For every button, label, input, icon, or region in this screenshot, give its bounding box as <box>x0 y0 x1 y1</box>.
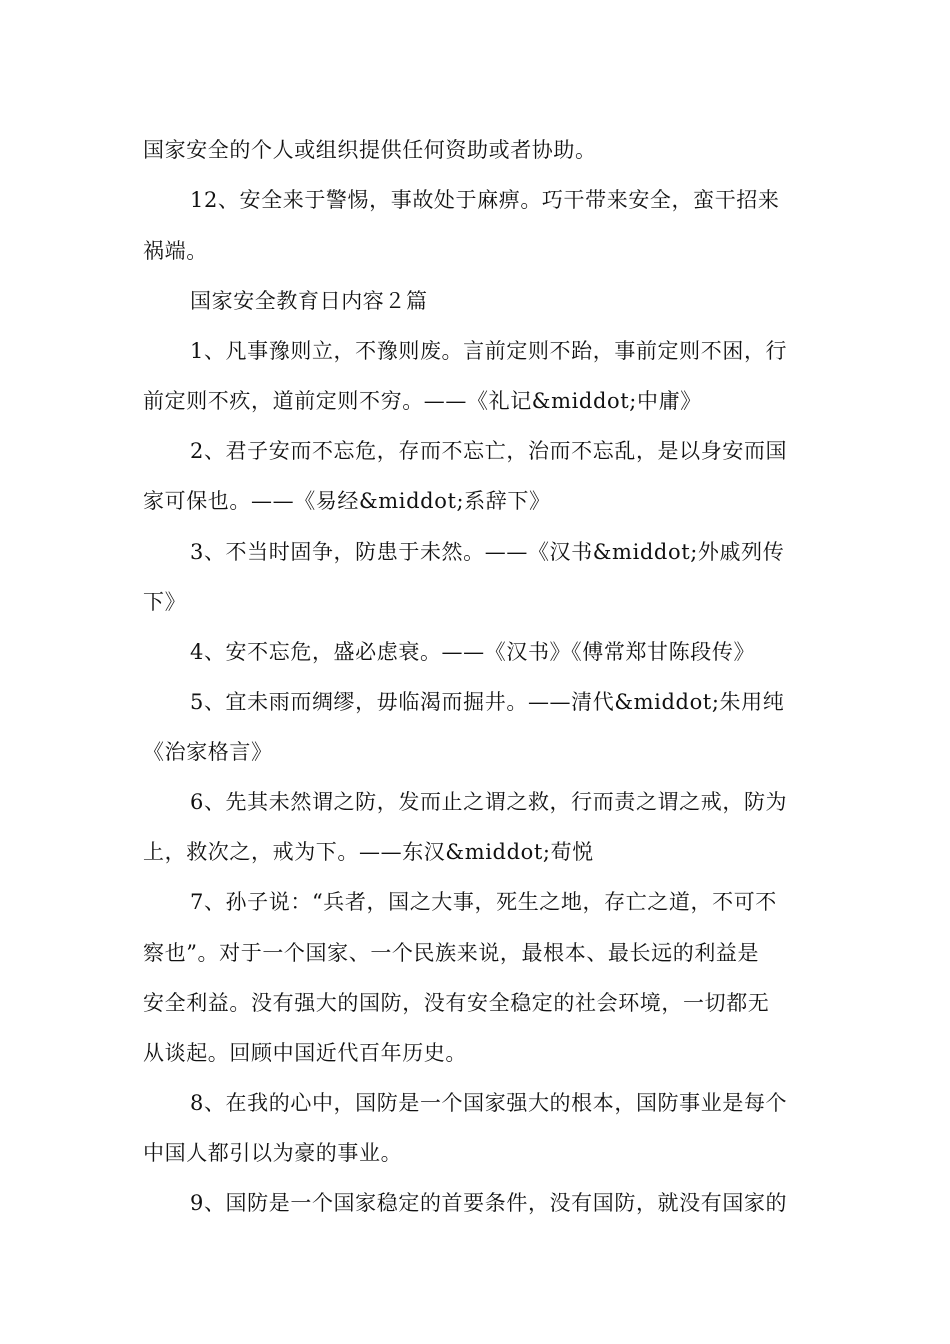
text-line: 9、国防是一个国家稳定的首要条件，没有国防，就没有国家的 <box>190 1191 788 1215</box>
text-line: 3、不当时固争，防患于未然。——《汉书&middot;外戚列传 <box>190 540 785 564</box>
text-line: 2、君子安而不忘危，存而不忘亡，治而不忘乱，是以身安而国 <box>190 439 788 463</box>
text-line: 察也”。对于一个国家、一个民族来说，最根本、最长远的利益是 <box>143 941 760 965</box>
text-line: 7、孙子说：“兵者，国之大事，死生之地，存亡之道，不可不 <box>190 890 777 914</box>
text-line: 1、凡事豫则立，不豫则废。言前定则不跆，事前定则不困，行 <box>190 339 788 363</box>
text-line: 5、宜未雨而绸缪，毋临渴而掘井。——清代&middot;朱用纯 <box>190 690 785 714</box>
text-line: 6、先其未然谓之防，发而止之谓之救，行而责之谓之戒，防为 <box>190 790 788 814</box>
text-line: 前定则不疚，道前定则不穷。——《礼记&middot;中庸》 <box>143 389 702 413</box>
text-line: 12、安全来于警惕，事故处于麻痹。巧干带来安全，蛮干招来 <box>190 188 780 212</box>
text-line: 从谈起。回顾中国近代百年历史。 <box>143 1041 467 1065</box>
text-line: 家可保也。——《易经&middot;系辞下》 <box>143 489 551 513</box>
text-line: 中国人都引以为豪的事业。 <box>143 1141 403 1165</box>
text-line: 国家安全的个人或组织提供任何资助或者协助。 <box>143 138 597 162</box>
text-line: 上，救次之，戒为下。——东汉&middot;荀悦 <box>143 840 594 864</box>
text-line: 下》 <box>143 590 187 614</box>
text-line: 4、安不忘危，盛必虑衰。——《汉书》《傅常郑甘陈段传》 <box>190 640 756 664</box>
text-line: 《治家格言》 <box>143 740 273 764</box>
text-line: 祸端。 <box>143 239 208 263</box>
section-heading: 国家安全教育日内容２篇 <box>190 289 428 313</box>
text-line: 安全利益。没有强大的国防，没有安全稳定的社会环境，一切都无 <box>143 991 770 1015</box>
text-line: 8、在我的心中，国防是一个国家强大的根本，国防事业是每个 <box>190 1091 788 1115</box>
